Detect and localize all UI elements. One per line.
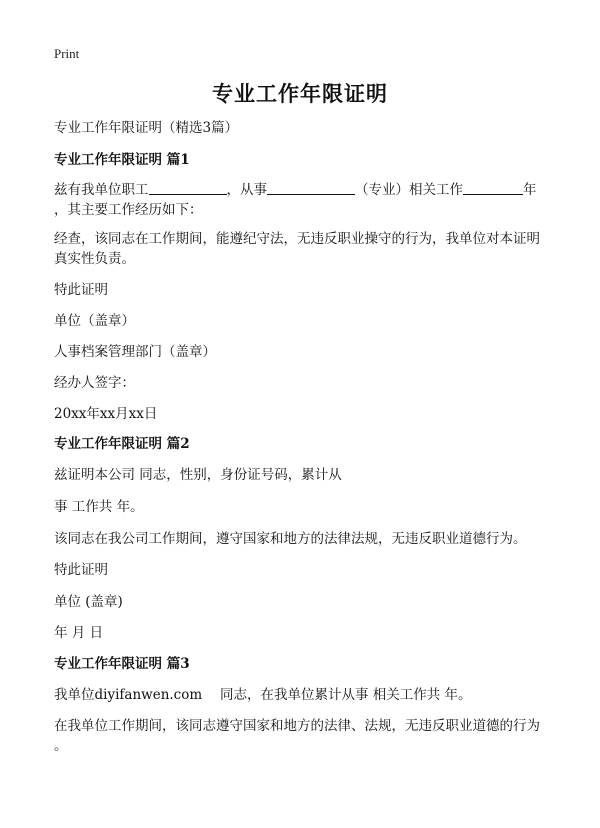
section1-p1-text-b: ，从事 [226,182,267,198]
section1-p1-text-c: （专业）相关工作 [355,182,463,198]
section2-p1-line1: 兹证明本公司 同志，性别，身份证号码，累计从 [54,467,342,483]
section3-p2-line2: 。 [54,738,68,754]
section1-special: 特此证明 [54,282,108,298]
section3-heading: 专业工作年限证明 篇3 [54,656,190,672]
section1-hr-seal: 人事档案管理部门（盖章） [54,344,216,360]
section2-unit-seal: 单位 (盖章) [54,594,123,610]
section1-handler-sign: 经办人签字： [54,375,135,391]
section1-p1-text-d: 年 [523,182,537,198]
section2-heading: 专业工作年限证明 篇2 [54,436,190,452]
section2-date: 年 月 日 [54,625,104,641]
section2-special: 特此证明 [54,562,108,578]
subtitle: 专业工作年限证明（精选3篇） [54,120,239,136]
section1-p2-line1: 经查，该同志在工作期间，能遵纪守法，无违反职业操守的行为，我单位对本证明 [54,231,540,247]
section1-unit-seal: 单位（盖章） [54,313,135,329]
years-blank [463,180,523,195]
section1-date: 20xx年xx月xx日 [54,406,158,422]
section1-p2-line2: 真实性负责。 [54,251,135,267]
section1-paragraph1 [54,180,554,200]
section1-p1-text-a: 兹有我单位职工 [54,182,149,198]
section2-p2: 该同志在我公司工作期间，遵守国家和地方的法律法规，无违反职业道德行为。 [54,531,527,547]
print-label: Print [54,46,80,61]
section1-heading: 专业工作年限证明 篇1 [54,152,190,168]
page-title: 专业工作年限证明 [212,81,388,106]
employee-name-blank [149,180,227,195]
section2-p1-line2: 事 工作共 年。 [54,499,144,515]
section3-p2-line1: 在我单位工作期间，该同志遵守国家和地方的法律、法规，无违反职业道德的行为 [54,718,540,734]
section1-p1-line2: ，其主要工作经历如下： [54,202,203,218]
occupation-blank [267,180,355,195]
section3-p1: 我单位diyifanwen.com 同志，在我单位累计从事 相关工作共 年。 [54,687,472,703]
